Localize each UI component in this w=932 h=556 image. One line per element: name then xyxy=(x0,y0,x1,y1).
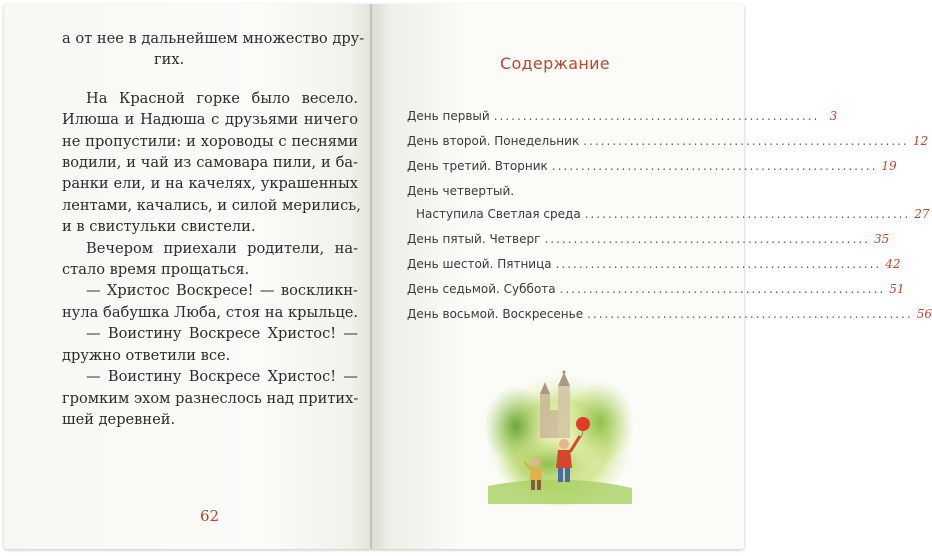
text-line: не пропустили: и хороводы с песнями xyxy=(62,132,358,150)
left-page xyxy=(4,4,372,549)
toc-entry-page: 12 xyxy=(912,134,929,148)
toc-entry xyxy=(407,109,838,134)
toc-leader-dots: ........................................................ xyxy=(583,134,909,148)
toc-leader-dots: ........................................................ xyxy=(544,232,871,246)
toc-entry-label: День восьмой. Воскресенье xyxy=(407,307,584,321)
toc-entry-label-line2: Наступила Светлая среда xyxy=(416,207,581,221)
toc-leader-dots: ........................................................ xyxy=(493,109,820,123)
toc-entry-continuation xyxy=(407,207,930,221)
text-line: Илюша и Надюша с друзьями ничего xyxy=(62,111,358,129)
toc-entry-page: 3 xyxy=(829,109,838,123)
text-line: водили, и чай из самовара пили, и ба- xyxy=(62,154,358,172)
toc-entry-label: День второй. Понедельник xyxy=(407,134,580,148)
text-line: ранки ели, и на качелях, украшенных xyxy=(62,175,358,193)
toc-entry-page: 35 xyxy=(874,232,890,246)
toc-entry-label: День третий. Вторник xyxy=(407,159,548,173)
toc-entry xyxy=(407,184,930,232)
toc-entry xyxy=(407,257,901,282)
toc-entry-page: 51 xyxy=(889,282,905,296)
text-line: — Воистину Воскресе Христос! — xyxy=(86,325,358,343)
toc-leader-dots: ........................................................ xyxy=(551,159,878,173)
toc-entry-label: День пятый. Четверг xyxy=(407,232,541,246)
toc-entry-label: День шестой. Пятница xyxy=(407,257,552,271)
toc-leader-dots: ........................................................ xyxy=(587,307,913,321)
text-line: гих. xyxy=(154,51,185,69)
toc-title: Содержание xyxy=(500,54,610,73)
toc-entry-page: 56 xyxy=(916,307,932,321)
toc-entry-label: День первый xyxy=(407,109,490,123)
toc-entry-page: 27 xyxy=(914,207,930,221)
text-line: лентами, качались, и силой мерились, xyxy=(62,196,361,214)
text-line: стало время прощаться. xyxy=(62,261,250,279)
text-line: нула бабушка Люба, стоя на крыльце. xyxy=(62,303,358,321)
text-line: На Красной горке было весело. xyxy=(86,89,358,107)
text-line: шей деревней. xyxy=(62,410,176,428)
toc-entry xyxy=(407,159,897,184)
text-line: дружно ответили все. xyxy=(62,346,231,364)
table-of-contents xyxy=(407,109,932,332)
toc-entry-label: День седьмой. Суббота xyxy=(407,282,556,296)
story-text xyxy=(62,28,365,430)
text-line: громким эхом разнеслось над притих- xyxy=(62,389,359,407)
text-line: Вечером приехали родители, на- xyxy=(86,239,358,257)
toc-entry xyxy=(407,307,932,332)
toc-entry xyxy=(407,282,905,307)
toc-leader-dots: ........................................................ xyxy=(584,207,911,221)
toc-entry-page: 42 xyxy=(885,257,901,271)
toc-leader-dots: ........................................................ xyxy=(559,282,886,296)
toc-entry xyxy=(407,134,929,159)
text-line: — Воистину Воскресе Христос! — xyxy=(86,368,358,386)
toc-entry xyxy=(407,232,890,257)
text-line: и в свистульки свистели. xyxy=(62,218,256,236)
toc-entry-label: День четвертый. xyxy=(407,184,515,198)
watercolor-illustration xyxy=(488,364,632,504)
paragraph-gap xyxy=(62,71,358,88)
text-line: а от нее в дальнейшем множество дру- xyxy=(62,30,365,47)
toc-leader-dots: ........................................................ xyxy=(555,257,882,271)
page-number: 62 xyxy=(200,507,220,525)
text-line: — Христос Воскресе! — воскликн- xyxy=(86,282,358,300)
toc-entry-page: 19 xyxy=(881,159,897,173)
